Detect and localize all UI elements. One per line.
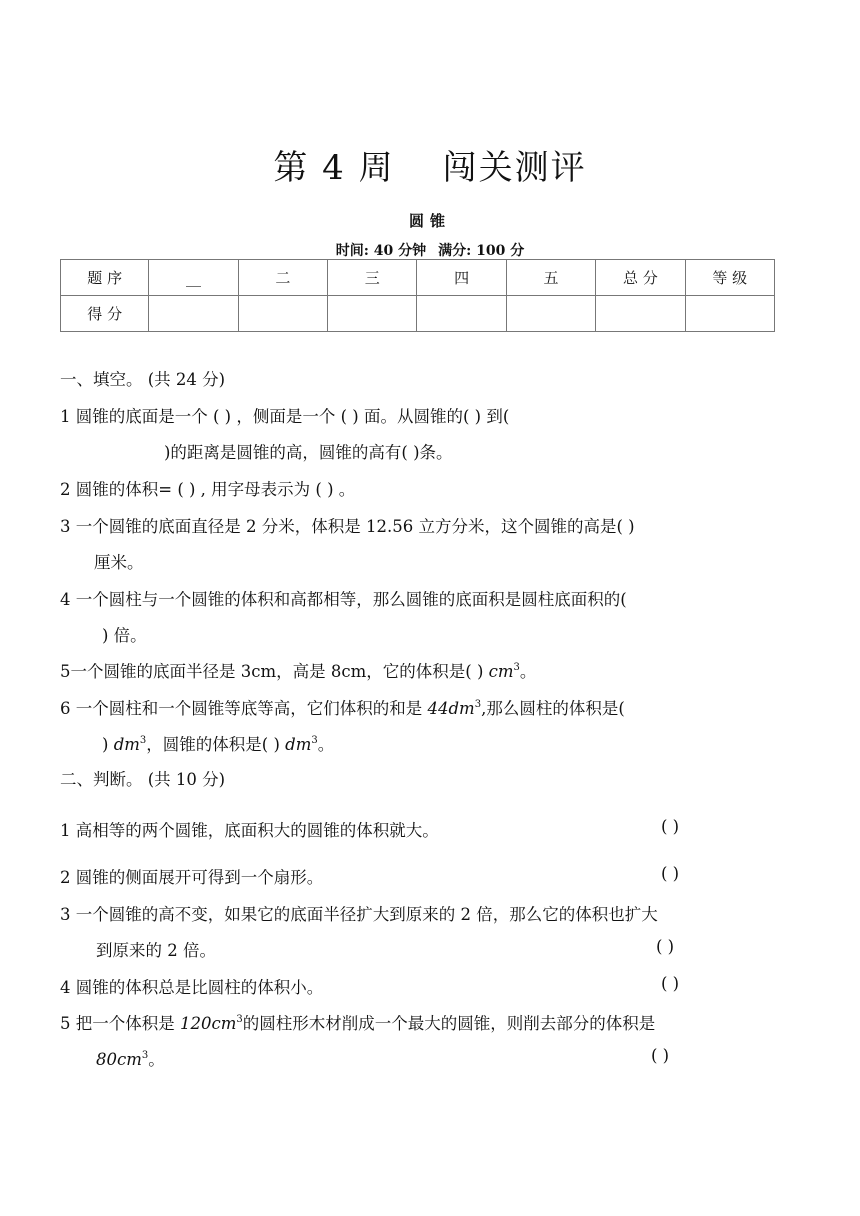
j2-line: 2 圆锥的侧面展开可得到一个扇形。 bbox=[60, 868, 324, 887]
title-test: 闯关测评 bbox=[442, 148, 587, 188]
score-table bbox=[60, 259, 775, 332]
score-header-total: 总 分 bbox=[596, 260, 685, 296]
q4-line1: 4 一个圆柱与一个圆锥的体积和高都相等，那么圆锥的底面积是圆柱底面积的( bbox=[60, 590, 627, 609]
j3-line2: 到原来的 2 倍。 bbox=[96, 941, 216, 960]
score-cell[interactable] bbox=[506, 296, 595, 332]
score-header-2: 二 bbox=[238, 260, 327, 296]
score-cell[interactable] bbox=[238, 296, 327, 332]
q6-sum: $44dm^3$ bbox=[427, 699, 482, 718]
q5-text: 5一个圆锥的底面半径是 3cm，高是 8cm，它的体积是( ) bbox=[60, 662, 489, 681]
q6-text: 6 一个圆柱和一个圆锥等底等高，它们体积的和是 bbox=[60, 699, 428, 718]
j5-answer-volume: $80cm^3$ bbox=[96, 1050, 149, 1069]
score-table-header-row bbox=[61, 260, 775, 296]
j5-line1: 5 把一个体积是 $120cm^3$的圆柱形木材削成一个最大的圆锥，则削去部分的体积是 bbox=[60, 1014, 656, 1033]
q6-line1: 6 一个圆柱和一个圆锥等底等高，它们体积的和是 $44dm^3$,那么圆柱的体积是( bbox=[60, 699, 625, 718]
j1-answer-paren[interactable]: ( ) bbox=[661, 817, 680, 836]
q6-unit-cone: $dm^3$ bbox=[285, 735, 318, 754]
score-cell[interactable] bbox=[596, 296, 685, 332]
full-score: 满分: 100 分 bbox=[438, 243, 525, 259]
j5-volume: $120cm^3$ bbox=[180, 1014, 243, 1033]
exam-meta bbox=[0, 240, 860, 260]
q5-line: 5一个圆锥的底面半径是 3cm，高是 8cm，它的体积是( ) $cm^3$。 bbox=[60, 662, 537, 681]
score-cell[interactable] bbox=[328, 296, 417, 332]
page-title bbox=[0, 140, 860, 189]
score-table-score-row bbox=[61, 296, 775, 332]
q1-line1: 1 圆锥的底面是一个 ( ) ，侧面是一个 ( ) 面。从圆锥的( ) 到( bbox=[60, 407, 510, 426]
score-header-grade: 等 级 bbox=[685, 260, 774, 296]
q2-line: 2 圆锥的体积= ( ) , 用字母表示为 ( ) 。 bbox=[60, 480, 356, 499]
q6-unit-cylinder: $dm^3$ bbox=[113, 735, 147, 754]
score-cell[interactable] bbox=[417, 296, 506, 332]
q6-line2: ) $dm^3$，圆锥的体积是( ) $dm^3$。 bbox=[102, 735, 335, 754]
score-header-5: 五 bbox=[506, 260, 595, 296]
q3-line2: 厘米。 bbox=[94, 553, 144, 572]
score-header-4: 四 bbox=[417, 260, 506, 296]
page-subtitle: 圆锥 bbox=[408, 212, 451, 230]
time-limit: 时间: 40 分钟 bbox=[335, 243, 427, 259]
score-cell[interactable] bbox=[685, 296, 774, 332]
q1-line2: )的距离是圆锥的高，圆锥的高有( )条。 bbox=[164, 443, 453, 462]
score-row-label: 得 分 bbox=[61, 296, 149, 332]
score-header-label: 题 序 bbox=[61, 260, 149, 296]
section2-title: 二、判断。 (共 10 分) bbox=[60, 770, 226, 789]
section1-title: 一、填空。 (共 24 分) bbox=[60, 370, 226, 389]
score-cell[interactable] bbox=[149, 296, 238, 332]
score-header-3: 三 bbox=[328, 260, 417, 296]
j4-line: 4 圆锥的体积总是比圆柱的体积小。 bbox=[60, 978, 324, 997]
j3-line1: 3 一个圆锥的高不变，如果它的底面半径扩大到原来的 2 倍，那么它的体积也扩大 bbox=[60, 905, 658, 924]
j5-line2: $80cm^3$。 bbox=[96, 1050, 165, 1069]
j1-line: 1 高相等的两个圆锥，底面积大的圆锥的体积就大。 bbox=[60, 821, 439, 840]
title-week: 第 4 周 bbox=[273, 148, 395, 188]
q4-line2: ) 倍。 bbox=[102, 626, 147, 645]
q3-line1: 3 一个圆锥的底面直径是 2 分米，体积是 12.56 立方分米，这个圆锥的高是( ) bbox=[60, 517, 635, 536]
j5-answer-paren[interactable]: ( ) bbox=[651, 1046, 670, 1065]
j2-answer-paren[interactable]: ( ) bbox=[661, 864, 680, 883]
j3-answer-paren[interactable]: ( ) bbox=[656, 937, 675, 956]
j4-answer-paren[interactable]: ( ) bbox=[661, 974, 680, 993]
score-header-1: __ bbox=[149, 260, 238, 296]
q5-unit: $cm^3$ bbox=[488, 662, 520, 681]
